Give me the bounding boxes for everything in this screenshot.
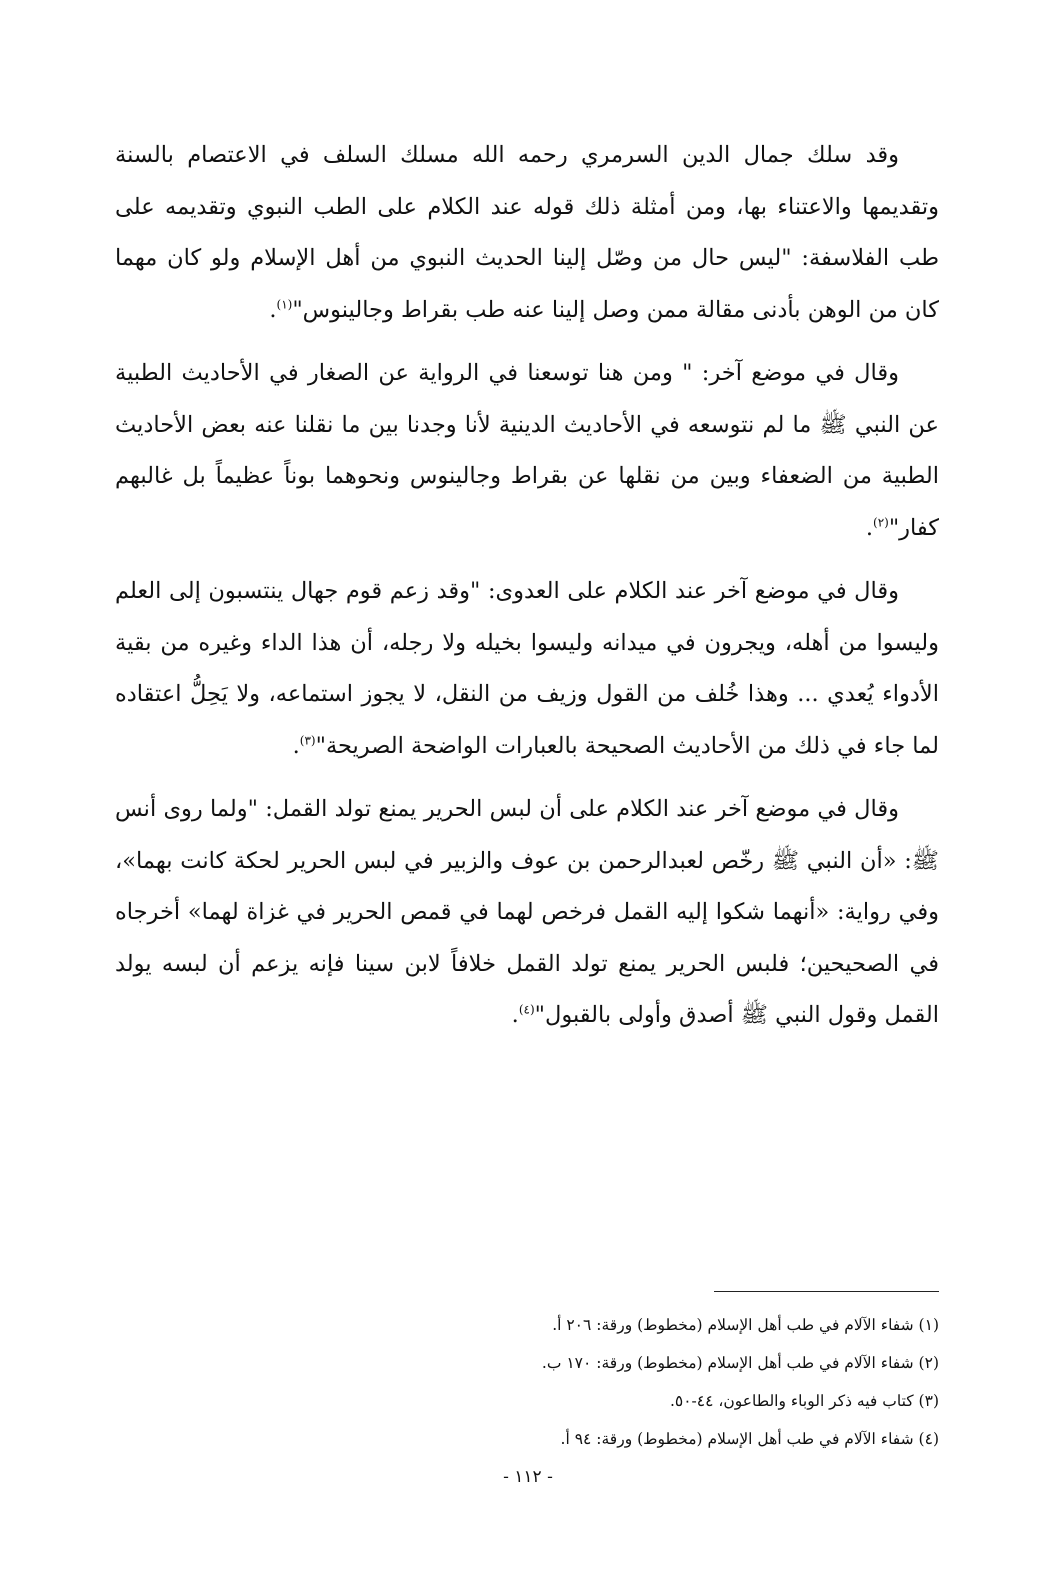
- paragraph-4: [115, 784, 939, 1042]
- paragraph-1-text: وقد سلك جمال الدين السرمري رحمه الله مسلك السلف في الاعتصام بالسنة وتقديمها والاعتناء بها، ومن أمثلة ذلك قوله عند الكلام على الطب النبوي وتقديمه على طب الفلاسفة: "ليس حال من وصّل إلينا الحديث النبوي من أهل الإسلام ولو كان مهما كان من الوهن بأدنى مقالة ممن وصل إلينا عنه طب بقراط وجالينوس": [115, 142, 939, 323]
- paragraph-1-end: .: [269, 296, 277, 323]
- paragraph-2-end: .: [865, 514, 873, 541]
- footnote-4: (٤) شفاء الآلام في طب أهل الإسلام (مخطوط) ورقة: ٩٤ أ.: [560, 1430, 939, 1448]
- paragraph-2-text: وقال في موضع آخر: " ومن هنا توسعنا في الرواية عن الصغار في الأحاديث الطبية عن النبي ﷺ ما لم نتوسعه في الأحاديث الدينية لأنا وجدنا بين ما نقلنا عنه بعض الأحاديث الطبية من الضعفاء وبين من نقلها عن بقراط وجالينوس ونحوهما بوناً عظيماً بل غالبهم كفار": [115, 360, 939, 541]
- footnote-3: (٣) كتاب فيه ذكر الوباء والطاعون، ٤٤-٥٠.: [669, 1392, 939, 1410]
- footnote-ref-2: (٢): [873, 515, 889, 529]
- paragraph-3-text: وقال في موضع آخر عند الكلام على العدوى: "وقد زعم قوم جهال ينتسبون إلى العلم وليسوا من أهله، ويجرون في ميدانه وليسوا بخيله ولا رجله، أن هذا الداء وغيره من بقية الأدواء يُعدي ... وهذا خُلف من القول وزيف من النقل، لا يجوز استماعه، ولا يَحِلُّ اعتقاده لما جاء في ذلك من الأحاديث الصحيحة بالعبارات الواضحة الصريحة": [115, 578, 939, 759]
- paragraph-1: [115, 130, 939, 336]
- paragraph-2: [115, 348, 939, 554]
- footnote-1: (١) شفاء الآلام في طب أهل الإسلام (مخطوط) ورقة: ٢٠٦ أ.: [552, 1316, 939, 1334]
- footnote-2: (٢) شفاء الآلام في طب أهل الإسلام (مخطوط) ورقة: ١٧٠ ب.: [541, 1354, 939, 1372]
- main-text: [115, 130, 939, 1054]
- paragraph-3-end: .: [292, 732, 300, 759]
- paragraph-4-text: وقال في موضع آخر عند الكلام على أن لبس الحرير يمنع تولد القمل: "ولما روى أنس ﷺ: «أن النبي ﷺ رخّص لعبدالرحمن بن عوف والزبير في لبس الحرير لحكة كانت بهما»، وفي رواية: «أنهما شكوا إليه القمل فرخص لهما في قمص الحرير في غزاة لهما» أخرجاه في الصحيحين؛ فلبس الحرير يمنع تولد القمل خلافاً لابن سينا فإنه يزعم أن لبسه يولد القمل وقول النبي ﷺ أصدق وأولى بالقبول": [115, 796, 939, 1028]
- footnotes-list: [115, 1306, 939, 1458]
- paragraph-3: [115, 566, 939, 772]
- footnote-ref-1: (١): [276, 297, 293, 311]
- footnote-ref-4: (٤): [518, 1002, 535, 1017]
- page-number: - ١١٢ -: [503, 1467, 553, 1487]
- paragraph-4-end: .: [511, 1002, 519, 1028]
- footnote-separator: [714, 1291, 939, 1292]
- footnote-ref-3: (٣): [299, 733, 316, 747]
